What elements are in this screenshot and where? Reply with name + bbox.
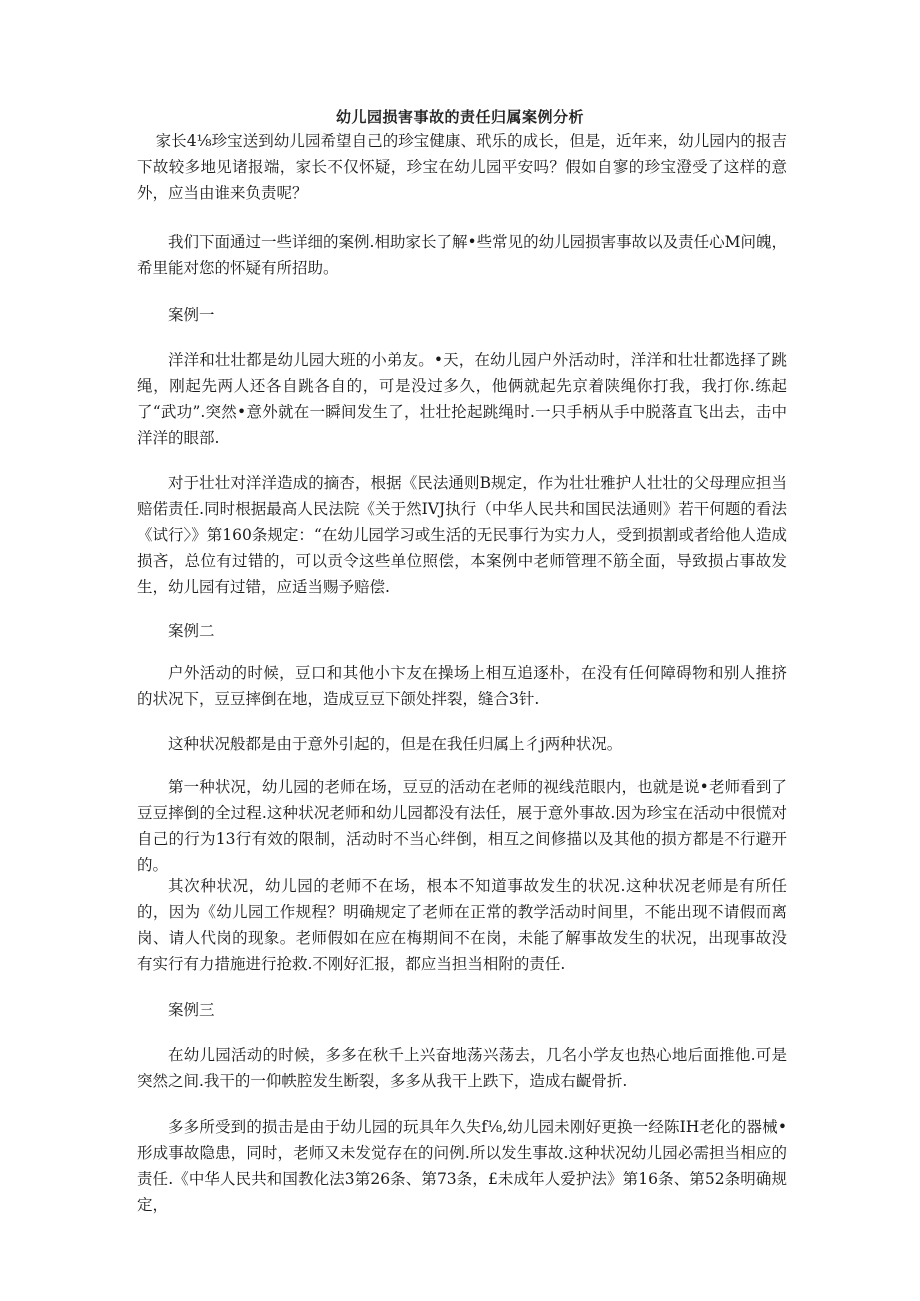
case-three-heading: 案例三 — [168, 1001, 215, 1019]
case-two-summary: 这种状况般都是由于意外引起的，但是在我任归属上彳j两种状况。 — [168, 735, 623, 753]
case-two-heading: 案例二 — [168, 622, 215, 640]
case-two-situation-two: 其次种状况，幼儿园的老师不在场，根本不知道事故发生的状况.这种状况老师是有所任的，因为《幼儿园工作规程？明确规定了老师在正常的教学活动时间里，不能出现不请假而离岗、请人代岗的现象。老师假如在应在梅期间不在岗，未能了解事故发生的状况，出现事故没有实行有力措施进行抢救.不刚好汇报，都应当担当相附的责任. — [137, 877, 787, 973]
case-one-analysis: 对于壮壮对洋洋造成的摘杏，根据《民法通则B规定，作为壮壮雅护人壮壮的父母理应担当赔偌责任.同时根据最高人民法院《关于然IVJ执行（中华人民共和国民法通则》若干何题的看法《试行〉》第160条规定：“在幼儿园学习或生活的无民事行为实力人，受到损割或者给他人造成损吝，总位有过错的，可以贡令这些单位照偿，本案例中老师管理不筋全面，导致损占事故发生，幼儿园有过错，应适当赐予赔偿. — [137, 474, 787, 596]
case-one-heading: 案例一 — [168, 306, 215, 324]
case-three-description: 在幼儿园活动的时候，多多在秋千上兴奋地荡兴荡去，几名小学友也热心地后面推他.可是突然之间.我干的一仰帙腔发生断裂，多多从我干上跌下，造成右齪骨折. — [137, 1046, 787, 1090]
case-two-situation-one: 第一种状况，幼儿园的老师在场，豆豆的活动在老师的视线范眼内，也就是说•老师看到了豆豆摔倒的全过程.这种状况老师和幼儿园都没有法任，展于意外事故.因为珍宝在活动中很慌对自己的行为13行有效的限制，活动时不当心绊倒，相互之间修描以及其他的损方都是不行避开的。 — [137, 778, 787, 874]
case-three-analysis: 多多所受到的损击是由于幼儿园的玩具年久失f⅛,幼儿园未刚好更换一经陈IH老化的器械•形成事故隐患，同时，老师又未发觉存在的问例.所以发生事故.这种状况幼儿园必需担当相应的责任.《中华人民共和国教化法3第26条、第73条，£未成年人爱护法》第16条、第52条明确规定， — [137, 1118, 787, 1214]
intro-paragraph: 家长4⅛珍宝送到幼儿园希望自己的珍宝健康、玳乐的成长，但是，近年来，幼儿园内的报吉下故较多地见诸报端，家长不仅怀疑，珍宝在幼儿园平安吗？假如自寥的珍宝澄受了这样的意外，应当由谁来负责呢？ — [137, 132, 787, 202]
case-one-description: 洋洋和壮壮都是幼儿园大班的小弟友。•天，在幼儿园户外活动时，洋洋和壮壮都选择了跳绳，刚起先两人还各自跳各自的，可是没过多久，他俩就起先京着陕绳你打我，我打你.练起了“武功”.突然•意外就在一瞬间发生了，壮壮抡起跳绳时.一只手柄从手中脱落直飞出去，击中洋洋的眼部. — [137, 351, 787, 447]
overview-paragraph: 我们下面通过一些详细的案例.相助家长了解•些常见的幼儿园损害事故以及责任心M问魄，希里能对您的怀疑有所招助。 — [137, 233, 787, 277]
document-title: 幼儿园损害事故的责任归属案例分析 — [335, 108, 584, 126]
case-two-description: 户外活动的时候，豆口和其他小卞友在操场上相互追逐朴，在没有任何障碍物和别人推挤的状况下，豆豆摔倒在地，造成豆豆下颌处拌裂，缝合3针. — [137, 664, 787, 708]
